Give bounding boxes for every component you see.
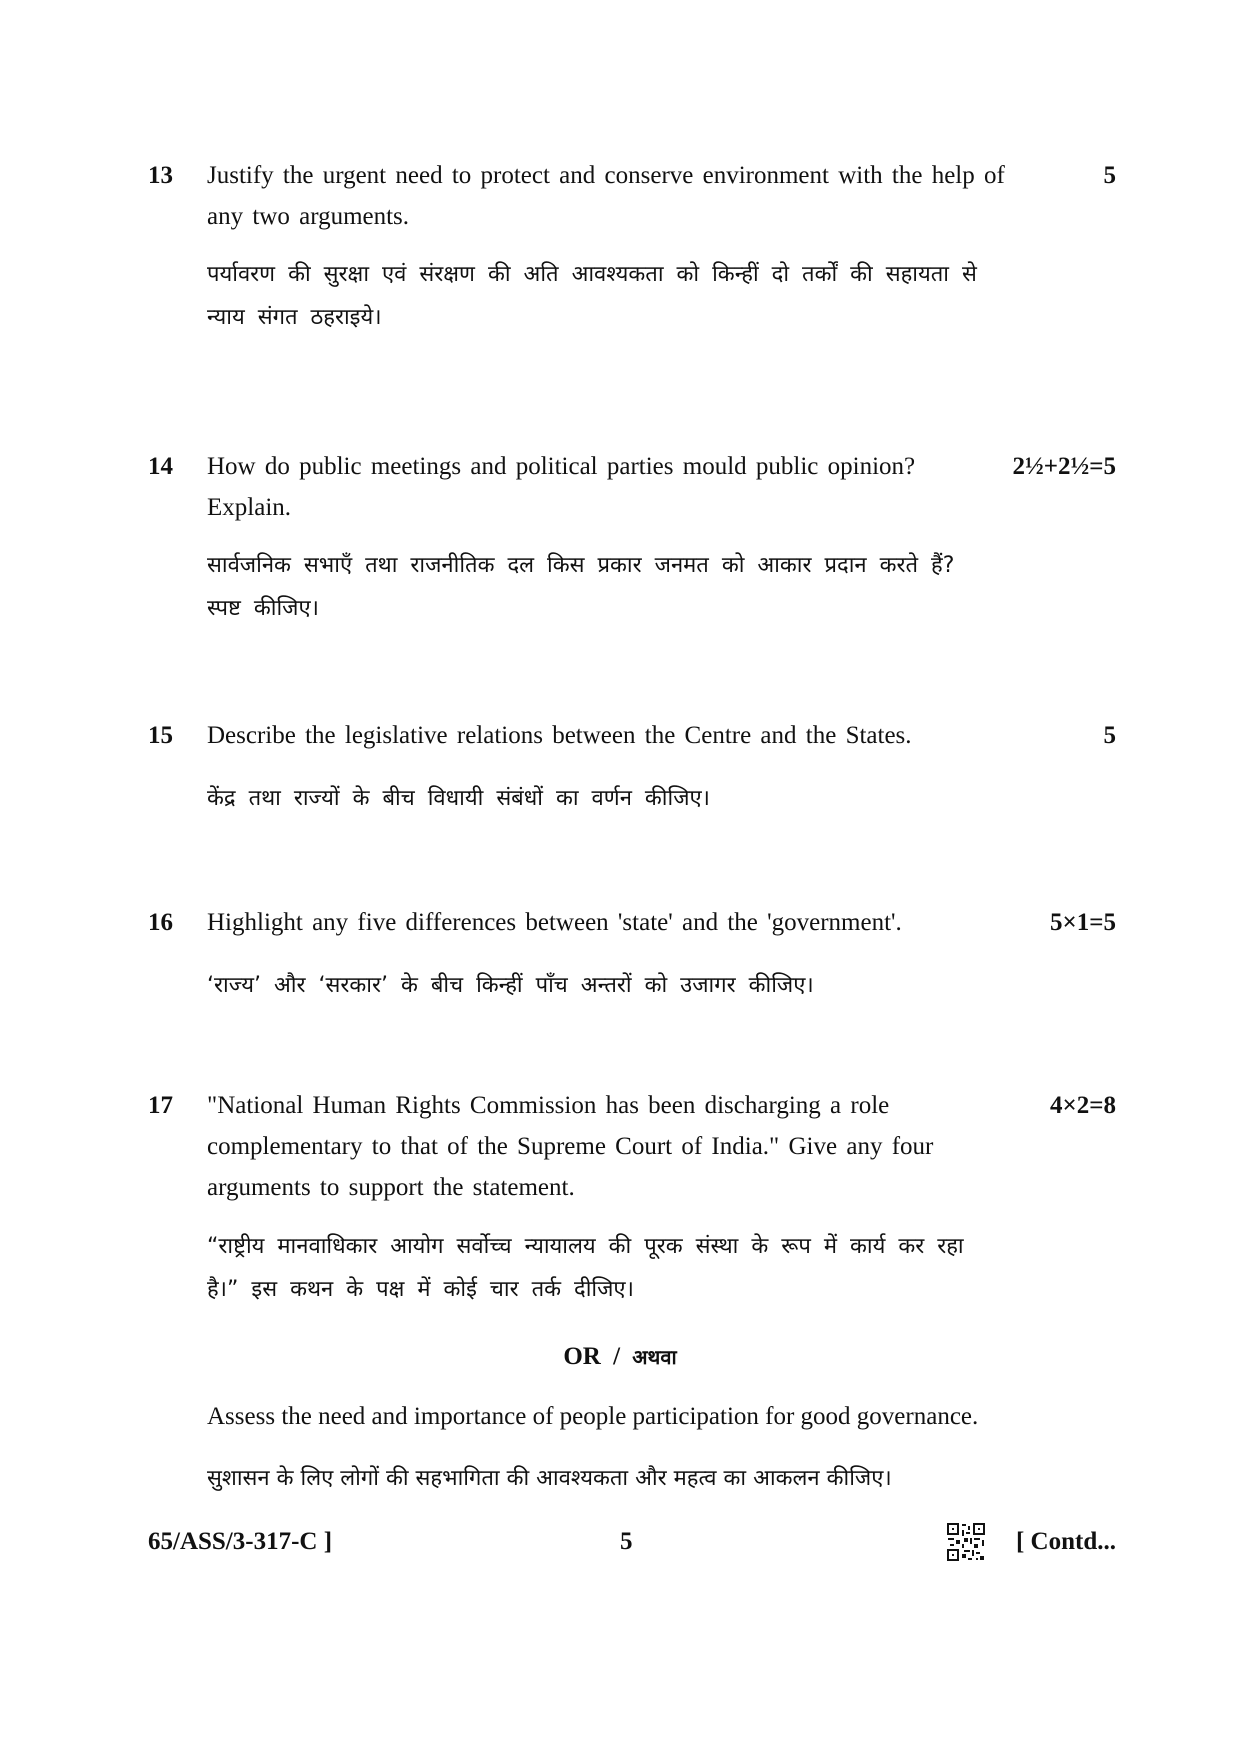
question-number: 16 [148, 909, 173, 936]
question-number: 15 [148, 722, 173, 749]
or-separator: / [613, 1343, 621, 1370]
question-number: 13 [148, 162, 173, 189]
paper-code: 65/ASS/3-317-C ] [148, 1528, 333, 1555]
question-text-english: How do public meetings and political parties mould public opinion? Explain. [207, 453, 916, 521]
question-number: 17 [148, 1092, 173, 1119]
question-marks: 2½+2½=5 [1012, 453, 1116, 480]
question-text-english: Highlight any five differences between 'state' and the 'government'. [207, 909, 902, 936]
question-text-hindi: केंद्र तथा राज्यों के बीच विधायी संबंधों का वर्णन कीजिए। [207, 786, 711, 811]
qr-code-icon [946, 1522, 986, 1562]
question-text-hindi: ‘राज्य’ और ‘सरकार’ के बीच किन्हीं पाँच अन्तरों को उजागर कीजिए। [207, 973, 814, 998]
question-marks: 4×2=8 [1050, 1092, 1116, 1119]
question-text-english: "National Human Rights Commission has been discharging a role complementary to that of the Supreme Court of India." Give any four arguments to support the statement. [207, 1092, 934, 1201]
page-footer [0, 1522, 1240, 1562]
question-text-hindi: पर्यावरण की सुरक्षा एवं संरक्षण की अति आवश्यकता को किन्हीं दो तर्कों की सहायता से न्याय संगत ठहराइये। [207, 262, 977, 330]
continued-label: [ Contd... [1015, 1528, 1116, 1555]
alternative-question-hindi: सुशासन के लिए लोगों की सहभागिता की आवश्यकता और महत्व का आकलन कीजिए। [207, 1466, 892, 1491]
or-english: OR [563, 1343, 601, 1370]
question-marks: 5 [1103, 162, 1116, 189]
page-number: 5 [620, 1528, 633, 1555]
or-hindi: अथवा [632, 1345, 677, 1369]
alternative-question-english: Assess the need and importance of people participation for good governance. [207, 1403, 979, 1430]
question-text-english: Justify the urgent need to protect and conserve environment with the help of any two arguments. [207, 162, 1005, 230]
question-marks: 5 [1103, 722, 1116, 749]
or-divider [0, 1340, 1240, 1374]
question-text-english: Describe the legislative relations between the Centre and the States. [207, 722, 912, 749]
question-text-hindi: सार्वजनिक सभाएँ तथा राजनीतिक दल किस प्रकार जनमत को आकार प्रदान करते हैं? स्पष्ट कीजिए। [207, 553, 955, 621]
question-marks: 5×1=5 [1050, 909, 1116, 936]
question-number: 14 [148, 453, 173, 480]
question-text-hindi: “राष्ट्रीय मानवाधिकार आयोग सर्वोच्च न्यायालय की पूरक संस्था के रूप में कार्य कर रहा है।” इस कथन के पक्ष में कोई चार तर्क दीजिए। [207, 1234, 964, 1302]
